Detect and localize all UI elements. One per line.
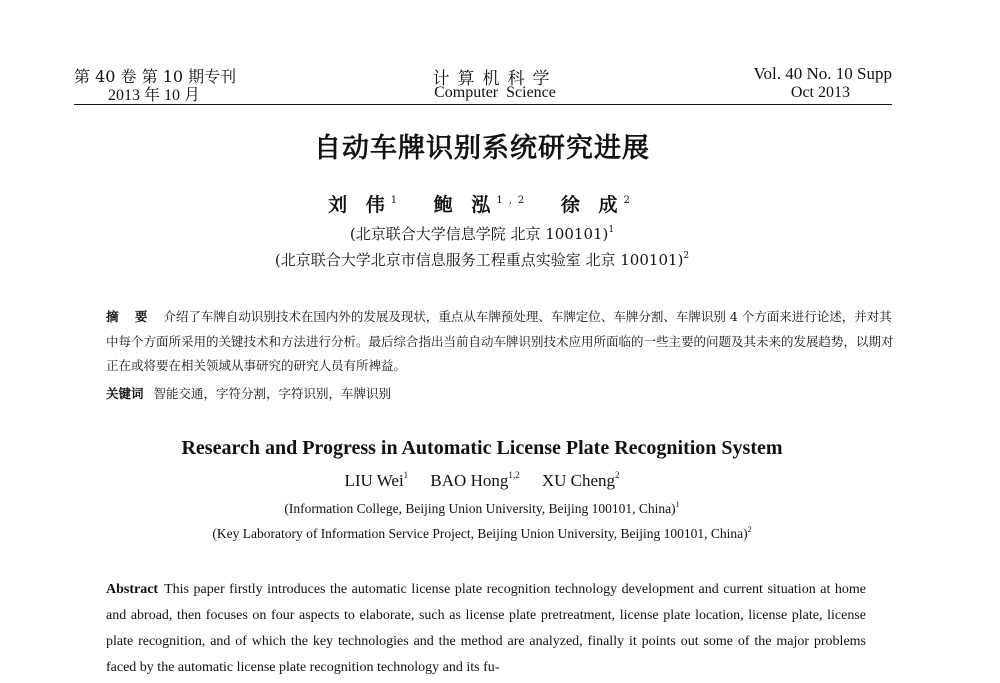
authors-en — [0, 470, 964, 491]
paper-title-en: Research and Progress in Automatic License Plate Recognition System — [181, 437, 783, 459]
journal-volume-issue: 第 40 卷 第 10 期专刊 — [74, 67, 237, 86]
abstract-cn — [106, 305, 896, 379]
affiliation-en-2: (Key Laboratory of Information Service Project, Beijing Union University, Beijing 100101, China)$^2$ — [212, 525, 752, 541]
abstract-en-text: This paper firstly introduces the automatic license plate recognition technology development and current situation at home and abroad, then focuses on four aspects to elaborate, such as license plate pretreatment, license plate location, license plate, license plate recognition, and of which the key technologies and the method are analyzed, finally it points out some of the major problems faced by the automatic license plate recognition technology and its fu- — [106, 582, 866, 675]
keywords-cn — [106, 384, 391, 402]
paper-title-cn: 自动车牌识别系统研究进展 — [314, 133, 650, 164]
keywords-cn-label: 关键词 — [106, 386, 144, 401]
journal-date-en: Oct 2013 — [790, 84, 850, 101]
keywords-cn-text: 智能交通，字符分割，字符识别，车牌识别 — [153, 386, 392, 401]
affiliation-en-1: (Information College, Beijing Union University, Beijing 100101, China)$^1$ — [284, 500, 680, 516]
header-rule — [74, 104, 892, 105]
author-en: BAO Hong$^{1,2}$ — [430, 470, 520, 490]
author-en: XU Cheng$^2$ — [541, 470, 620, 490]
author-cn: 徐 成$^2$ — [560, 194, 636, 216]
affiliation-cn-1: (北京联合大学信息学院 北京 100101)$^1$ — [349, 225, 615, 243]
affiliation-cn-2: (北京联合大学北京市信息服务工程重点实验室 北京 100101)$^2$ — [274, 251, 690, 269]
abstract-cn-text: 介绍了车牌自动识别技术在国内外的发展及现状，重点从车牌预处理、车牌定位、车牌分割、车牌识别 4 个方面来进行论述，并对其中每个方面所采用的关键技术和方法进行分析。最后综合指出当前自动车牌识别技术应用所面临的一些主要的问题及其未来的发展趋势，以期对正在或将要在相关领域从事研究的研究人员有所裨益。 — [106, 309, 894, 373]
abstract-cn-label: 摘 要 — [106, 309, 154, 324]
author-cn: 鲍 泓$^{1,2}$ — [433, 194, 531, 216]
authors-cn — [0, 190, 964, 217]
journal-date-cn: 2013 年 10 月 — [108, 87, 201, 104]
abstract-en-label: Abstract — [106, 582, 159, 597]
author-en: LIU Wei$^1$ — [344, 470, 409, 490]
journal-name-cn: 计算机科学 — [432, 69, 558, 89]
journal-name-en: Computer Science — [434, 84, 556, 101]
abstract-en — [106, 577, 866, 681]
journal-volume-en: Vol. 40 No. 10 Supp — [753, 64, 892, 83]
author-cn: 刘 伟$^1$ — [328, 194, 404, 216]
